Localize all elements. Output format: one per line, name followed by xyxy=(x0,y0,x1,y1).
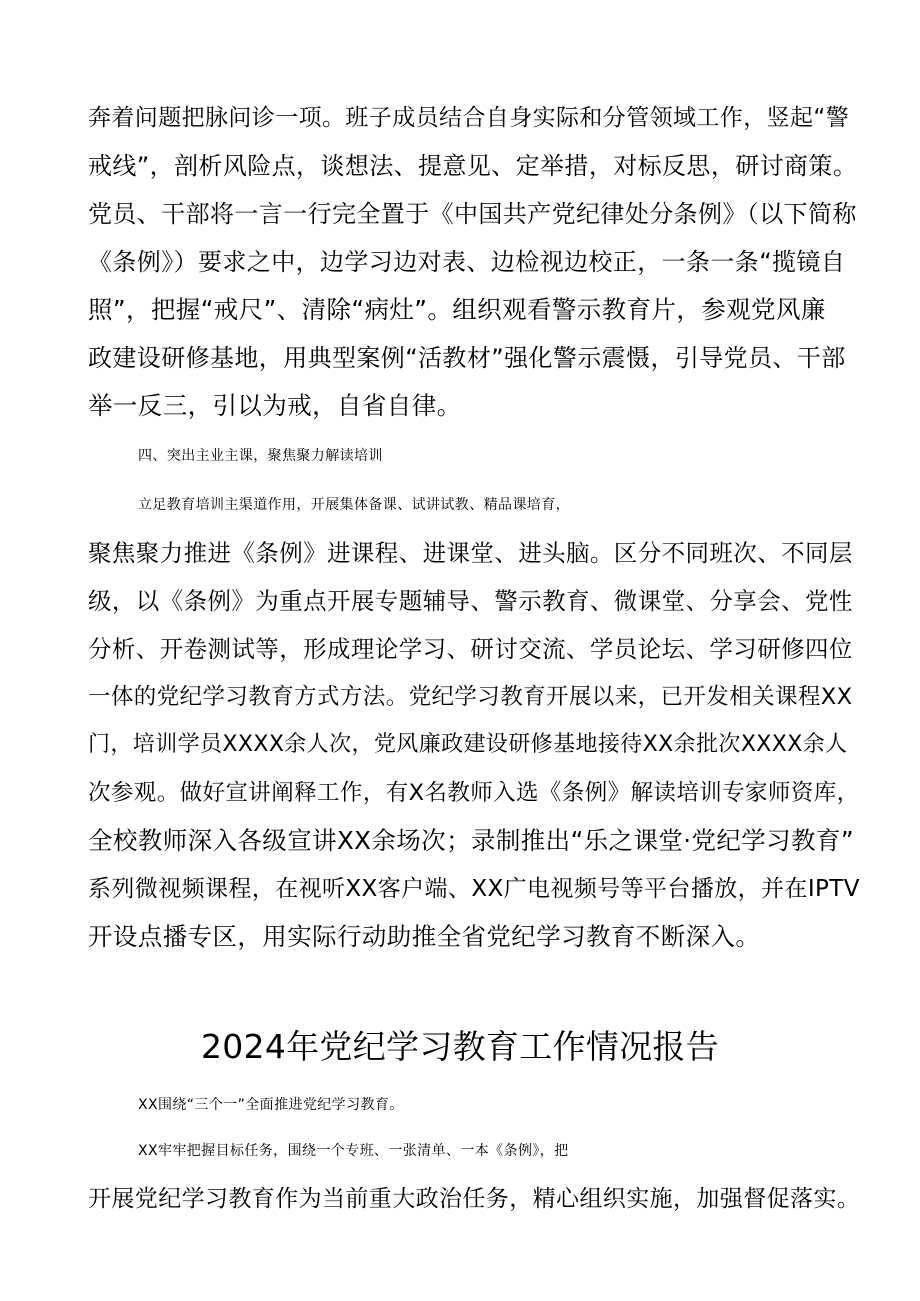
paragraph-line: 开展党纪学习教育作为当前重大政治任务，精心组织实施，加强督促落实。 xyxy=(88,1186,861,1212)
report-title: 2024年党纪学习教育工作情况报告 xyxy=(200,1027,720,1066)
paragraph-line: 举一反三，引以为戒，自省自律。 xyxy=(88,391,462,420)
paragraph-line: 级，以《条例》为重点开展专题辅导、警示教育、微课堂、分享会、党性 xyxy=(88,587,853,615)
paragraph-line: 系列微视频课程，在视听XX客户端、XX广电视频号等平台播放，并在IPTV xyxy=(88,876,860,902)
paragraph-line: 奔着问题把脉问诊一项。班子成员结合自身实际和分管领域工作，竖起“警 xyxy=(88,105,850,131)
paragraph-line: 戒线”，剖析风险点，谈想法、提意见、定举措，对标反思，研讨商策。 xyxy=(88,152,858,180)
paragraph-line: 次参观。做好宣讲阐释工作，有X名教师入选《条例》解读培训专家师资库， xyxy=(88,780,860,806)
section-heading: 四、突出主业主课，聚焦聚力解读培训 xyxy=(138,448,383,464)
paragraph-line: 照”，把握“戒尺”、清除“病灶”。组织观看警示教育片，参观党风廉 xyxy=(88,295,826,324)
paragraph-line: 全校教师深入各级宣讲XX余场次；录制推出“乐之课堂·党纪学习教育” xyxy=(88,826,854,855)
paragraph-line: 分析、开卷测试等，形成理论学习、研讨交流、学员论坛、学习研修四位 xyxy=(88,635,853,663)
paragraph-line: 政建设研修基地，用典型案例“活教材”强化警示震慑，引导党员、干部 xyxy=(88,344,846,372)
paragraph-line: 一体的党纪学习教育方式方法。党纪学习教育开展以来，已开发相关课程XX xyxy=(88,684,853,710)
paragraph-line: 开设点播专区，用实际行动助推全省党纪学习教育不断深入。 xyxy=(88,922,761,951)
paragraph-line: 门，培训学员XXXX余人次，党风廉政建设研修基地接待XX余批次XXXX余人 xyxy=(88,732,848,757)
report-intro: XX围绕“三个一”全面推进党纪学习教育。 xyxy=(138,1097,404,1113)
paragraph-line: 党员、干部将一言一行完全置于《中国共产党纪律处分条例》（以下简称 xyxy=(88,200,857,228)
paragraph-line: 聚焦聚力推进《条例》进课程、进课堂、进头脑。区分不同班次、不同层 xyxy=(88,539,853,567)
paragraph-line: 《条例》）要求之中，边学习边对表、边检视边校正，一条一条“揽镜自 xyxy=(88,248,846,276)
paragraph-line: XX牢牢把握目标任务，围绕一个专班、一张清单、一本《条例》，把 xyxy=(138,1143,569,1159)
paragraph-line: 立足教育培训主渠道作用，开展集体备课、试讲试教、精品课培育， xyxy=(138,497,570,513)
